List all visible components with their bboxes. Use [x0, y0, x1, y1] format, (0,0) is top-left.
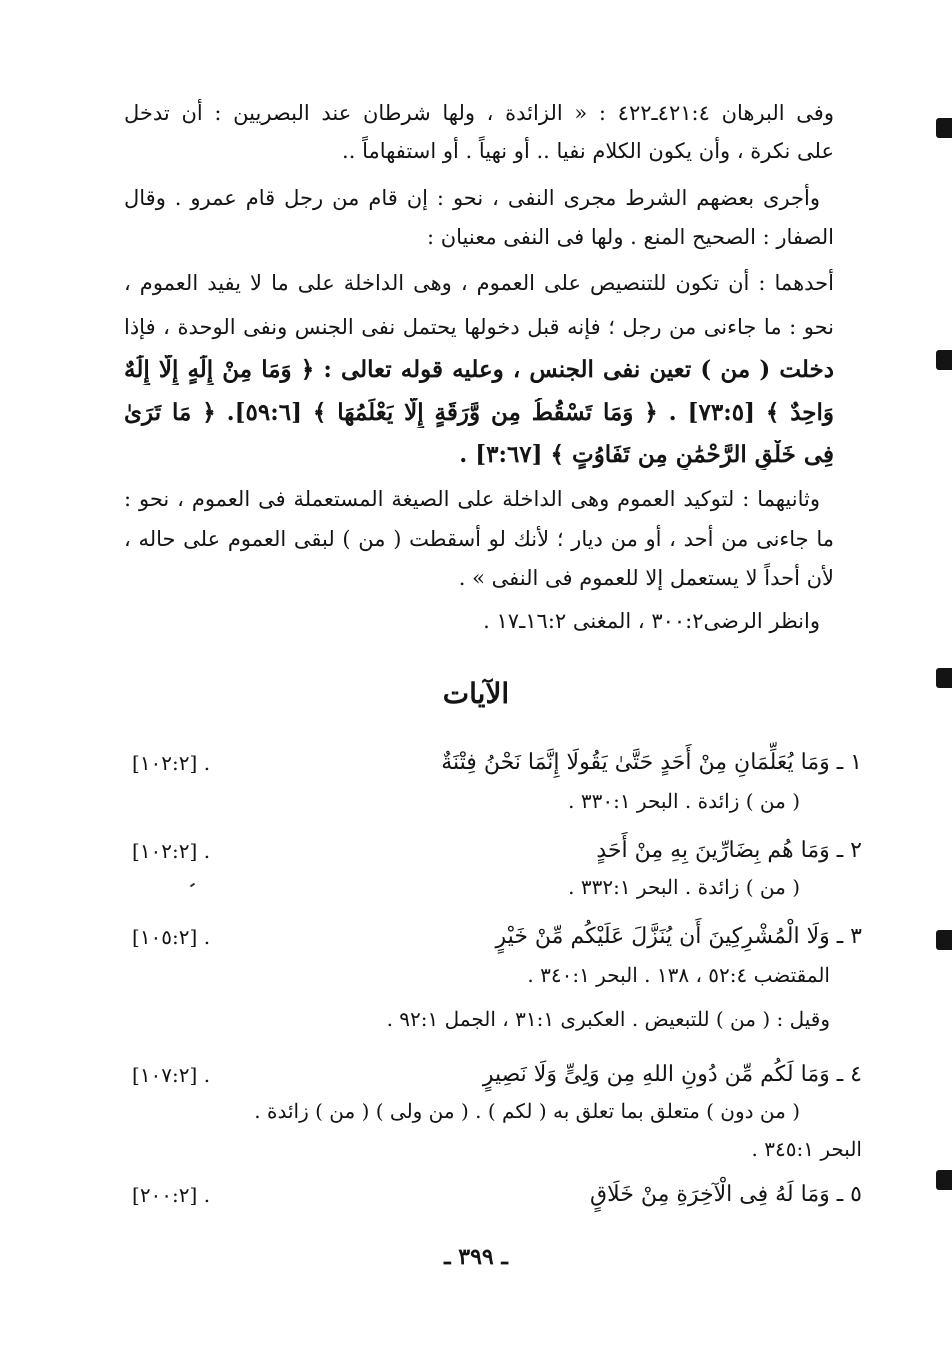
verse-reference: [١٠٢:٢] .: [132, 751, 211, 775]
intro-line-3: وأجرى بعضهم الشرط مجرى النفى ، نحو : إن قام من رجل قام عمرو . وقال: [124, 186, 820, 210]
verse-text: ١ ـ وَمَا يُعَلِّمَانِ مِنْ أَحَدٍ حَتَّىٰ يَقُولَا إِنَّمَا نَحْنُ فِتْنَةٌ: [441, 750, 862, 775]
edge-tab-mark: [936, 1170, 952, 1190]
verse-note: ( من ) زائدة . البحر ١:‏٣٣٠ .: [568, 789, 800, 813]
verse-reference: [٢٠٠:٢] .: [132, 1183, 211, 1207]
edge-tab-mark: [936, 930, 952, 950]
verse-reference: [١٠٢:٢] .: [132, 839, 211, 863]
intro-line-1: وفى البرهان ٤:‏٤٢١ـ٤٢٢ : « الزائدة ، ولها شرطان عند البصريين : أن تدخل: [124, 101, 834, 125]
intro-line-12: لأن أحداً لا يستعمل إلا للعموم فى النفى » .: [458, 566, 834, 590]
verse-row: [132, 1178, 862, 1212]
verse-note: وقيل : ( من ) للتبعيض . العكبرى ١:‏٣١ ، الجمل ١:‏٩٢ .: [386, 1007, 830, 1031]
intro-line-2: على نكرة ، وأن يكون الكلام نفيا .. أو نهياً . أو استفهاماً ..: [342, 139, 834, 163]
verse-reference: [١٠٥:٢] .: [132, 925, 211, 949]
edge-tab-mark: [936, 118, 952, 138]
verse-note: البحر ١:‏٣٤٥ .: [751, 1137, 862, 1161]
verse-text: ٤ ـ وَمَا لَكُم مِّن دُونِ اللهِ مِن وَلِىٍّ وَلَا نَصِيرٍ: [482, 1062, 862, 1087]
verse-text: ٥ ـ وَمَا لَهُ فِى الْآخِرَةِ مِنْ خَلَاقٍ: [590, 1182, 862, 1207]
verse-note: ( من دون ) متعلق بما تعلق به ( لكم ) . ( من ولى ) ( من ) زائدة .: [254, 1099, 800, 1123]
intro-line-5: أحدهما : أن تكون للتنصيص على العموم ، وهى الداخلة على ما لا يفيد العموم ،: [124, 271, 834, 295]
verse-row: [132, 834, 862, 868]
verse-row: [132, 746, 862, 780]
intro-line-13: وانظر الرضى٢:‏٣٠٠ ، المغنى ٢:‏١٦ـ١٧ .: [483, 609, 820, 633]
verse-text: ٣ ـ وَلَا الْمُشْرِكِينَ أَن يُنَزَّلَ عَلَيْكُم مِّنْ خَيْرٍ: [495, 924, 862, 949]
intro-line-4: الصفار : الصحيح المنع . ولها فى النفى معنيان :: [426, 225, 834, 249]
intro-line-8: وَاحِدٌ ﴾ [٥:‏٧٣] . ﴿ وَمَا تَسْقُطُ مِن وَّرَقَةٍ إِلَّا يَعْلَمُهَا ﴾ [٦:‏٥٩]. ﴿ مَا تَرَىٰ: [124, 399, 834, 426]
intro-line-9: فِى خَلْقِ الرَّحْمَٰنِ مِن تَفَاوُتٍ ﴾ [٦٧:‏٣] .: [459, 441, 834, 468]
intro-line-11: ما جاءنى من أحد ، أو من ديار ؛ لأنك لو أسقطت ( من ) لبقى العموم على حاله ،: [124, 527, 834, 551]
intro-line-6: نحو : ما جاءنى من رجل ؛ فإنه قبل دخولها يحتمل نفى الجنس ونفى الوحدة ، فإذا: [124, 315, 834, 339]
verse-row: [132, 920, 862, 954]
verse-text: ٢ ـ وَمَا هُم بِضَارِّينَ بِهِ مِنْ أَحَدٍ: [596, 838, 862, 863]
edge-tab-mark: [936, 668, 952, 688]
verse-reference: [١٠٧:٢] .: [132, 1063, 211, 1087]
verse-note: ( من ) زائدة . البحر ١:‏٣٣٢ .: [568, 875, 800, 899]
section-heading: الآيات: [442, 677, 510, 710]
page-number: ـ ٣٩٩ ـ: [444, 1244, 508, 1270]
ink-speck: [190, 883, 195, 888]
edge-tab-mark: [936, 350, 952, 370]
verse-note: المقتضب ٤:‏٥٢ ، ١٣٨ . البحر ١:‏٣٤٠ .: [527, 963, 830, 987]
intro-line-7: دخلت ( من ) تعين نفى الجنس ، وعليه قوله تعالى : ﴿ وَمَا مِنْ إِلَٰهٍ إِلَّا إِلَٰهٌ: [124, 356, 834, 383]
verse-row: [132, 1058, 862, 1092]
intro-line-10: وثانيهما : لتوكيد العموم وهى الداخلة على الصيغة المستعملة فى العموم ، نحو :: [124, 487, 820, 511]
